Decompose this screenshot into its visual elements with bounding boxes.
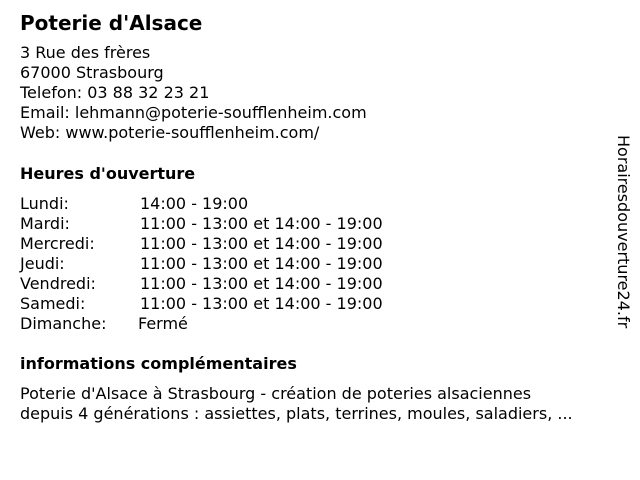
hours-day: Mardi:	[20, 214, 70, 233]
street-address: 3 Rue des frères	[20, 43, 151, 62]
web-line: Web: www.poterie-soufflenheim.com/	[20, 123, 320, 142]
hours-day: Vendredi:	[20, 274, 96, 293]
hours-day: Samedi:	[20, 294, 86, 313]
hours-day: Jeudi:	[20, 254, 65, 273]
watermark-text: Horairesdouverture24.fr	[614, 135, 633, 329]
business-name: Poterie d'Alsace	[20, 11, 203, 35]
hours-time: 11:00 - 13:00 et 14:00 - 19:00	[140, 254, 383, 273]
hours-heading: Heures d'ouverture	[20, 164, 196, 183]
hours-day: Dimanche:	[20, 314, 107, 333]
info-line: depuis 4 générations : assiettes, plats, terrines, moules, saladiers, ...	[20, 404, 573, 423]
info-description	[20, 384, 632, 424]
city-line: 67000 Strasbourg	[20, 63, 164, 82]
hours-time: Fermé	[138, 314, 188, 333]
info-line: Poterie d'Alsace à Strasbourg - création de poteries alsaciennes	[20, 384, 532, 403]
phone-line: Telefon: 03 88 32 23 21	[20, 83, 210, 102]
hours-time: 14:00 - 19:00	[140, 194, 249, 213]
email-line: Email: lehmann@poterie-soufflenheim.com	[20, 103, 367, 122]
site-watermark	[610, 135, 636, 345]
hours-time: 11:00 - 13:00 et 14:00 - 19:00	[140, 274, 383, 293]
info-heading: informations complémentaires	[20, 354, 297, 373]
hours-day: Mercredi:	[20, 234, 95, 253]
hours-time: 11:00 - 13:00 et 14:00 - 19:00	[140, 294, 383, 313]
hours-time: 11:00 - 13:00 et 14:00 - 19:00	[140, 234, 383, 253]
address-block	[20, 43, 367, 143]
hours-day: Lundi:	[20, 194, 69, 213]
hours-time: 11:00 - 13:00 et 14:00 - 19:00	[140, 214, 383, 233]
